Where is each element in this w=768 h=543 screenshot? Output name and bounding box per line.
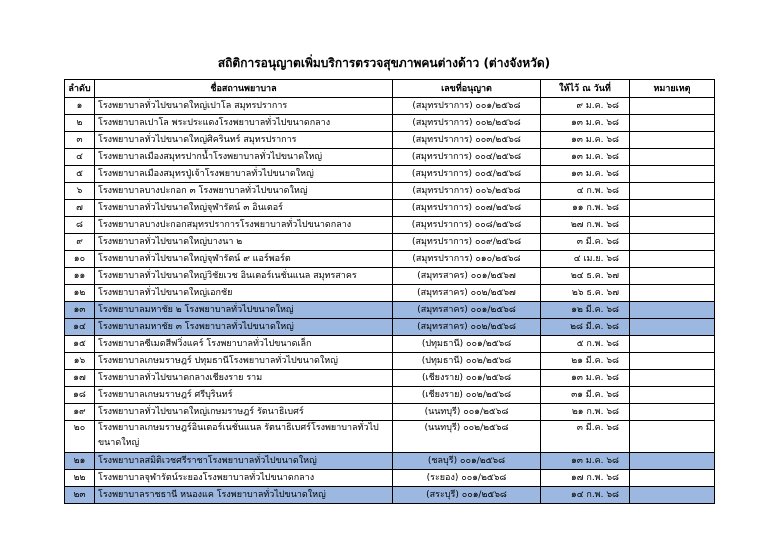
row-number: ๑๘ [65,387,95,404]
note-cell [630,183,715,200]
table-header-row [65,80,715,98]
note-cell [630,370,715,387]
row-number: ๑๗ [65,370,95,387]
note-cell [630,268,715,285]
license-number: (สมุทรปราการ) ๐๐๘/๒๕๖๘ [393,217,541,234]
license-number: (สมุทรปราการ) ๐๐๓/๒๕๖๘ [393,132,541,149]
facility-name: โรงพยาบาลมหาชัย ๒ โรงพยาบาลทั่วไปขนาดใหญ่ [95,302,393,319]
note-cell [630,387,715,404]
issue-date: ๑๓ ม.ค. ๖๘ [541,370,630,387]
note-cell [630,115,715,132]
note-cell [630,319,715,336]
facility-name: โรงพยาบาลทั่วไปขนาดใหญ่วิชัยเวช อินเตอร์เนชั่นแนล สมุทรสาคร [95,268,393,285]
note-cell [630,302,715,319]
note-cell [630,353,715,370]
note-cell [630,251,715,268]
note-cell [630,217,715,234]
issue-date: ๑๗ ก.พ. ๖๘ [541,470,630,487]
facility-name: โรงพยาบาลซีเมดสีฟวิ่งแคร์ โรงพยาบาลทั่วไปขนาดเล็ก [95,336,393,353]
row-number: ๒๓ [65,487,95,504]
table-row [65,251,715,268]
facility-name: โรงพยาบาลเมืองสมุทรปู่เจ้าโรงพยาบาลทั่วไปขนาดใหญ่ [95,166,393,183]
note-cell [630,421,715,453]
facility-name: โรงพยาบาลเกษมราษฎร์ ศรีบุรินทร์ [95,387,393,404]
row-number: ๓ [65,132,95,149]
license-number: (สมุทรสาคร) ๐๐๑/๒๕๖๘ [393,302,541,319]
row-number: ๕ [65,166,95,183]
facility-name: โรงพยาบาลทั่วไปขนาดใหญ่เปาโล สมุทรปราการ [95,98,393,115]
license-number: (สมุทรสาคร) ๐๐๑/๒๕๖๗ [393,268,541,285]
facility-name: โรงพยาบาลเกษมราษฎร์ ปทุมธานีโรงพยาบาลทั่วไปขนาดใหญ่ [95,353,393,370]
issue-date: ๑๓ ม.ค. ๖๘ [541,166,630,183]
table-row [65,217,715,234]
row-number: ๑๕ [65,336,95,353]
table-row [65,285,715,302]
issue-date: ๒๘ มี.ค. ๖๘ [541,319,630,336]
license-number: (สมุทรสาคร) ๐๐๒/๒๕๖๗ [393,285,541,302]
issue-date: ๒๖ ธ.ค. ๖๗ [541,285,630,302]
facility-name: โรงพยาบาลเกษมราษฎร์อินเตอร์เนชั่นแนล รัตนาธิเบศร์โรงพยาบาลทั่วไปขนาดใหญ่ [95,421,393,453]
issue-date: ๑๓ ม.ค. ๖๘ [541,115,630,132]
license-number: (สมุทรปราการ) ๐๐๗/๒๕๖๘ [393,200,541,217]
issue-date: ๒๔ ธ.ค. ๖๗ [541,268,630,285]
table-row [65,200,715,217]
issue-date: ๓ มี.ค. ๖๘ [541,421,630,453]
facility-name: โรงพยาบาลเมืองสมุทรปากน้ำโรงพยาบาลทั่วไปขนาดใหญ่ [95,149,393,166]
table-row [65,166,715,183]
table-row [65,234,715,251]
license-number: (เชียงราย) ๐๐๒/๒๕๖๘ [393,387,541,404]
facility-name: โรงพยาบาลทั่วไปขนาดใหญ่จุฬารัตน์ ๙ แอร์พอร์ต [95,251,393,268]
issue-date: ๑๑ ก.พ. ๖๘ [541,200,630,217]
facility-name: โรงพยาบาลทั่วไปขนาดใหญ่เอกชัย [95,285,393,302]
license-number: (สมุทรปราการ) ๐๑๐/๒๕๖๘ [393,251,541,268]
facility-name: โรงพยาบาลบางปะกอก ๓ โรงพยาบาลทั่วไปขนาดใหญ่ [95,183,393,200]
license-number: (ปทุมธานี) ๐๐๒/๒๕๖๘ [393,353,541,370]
table-row [65,336,715,353]
row-number: ๑๓ [65,302,95,319]
issue-date: ๑๔ ก.พ. ๖๘ [541,487,630,504]
issue-date: ๑๓ ม.ค. ๖๘ [541,149,630,166]
table-row [65,370,715,387]
facility-name: โรงพยาบาลจุฬารัตน์ระยองโรงพยาบาลทั่วไปขนาดกลาง [95,470,393,487]
header-issue-date: ให้ไว้ ณ วันที่ [541,80,630,98]
row-number: ๘ [65,217,95,234]
issue-date: ๒๑ ก.พ. ๖๘ [541,404,630,421]
note-cell [630,98,715,115]
issue-date: ๒๑ มี.ค. ๖๘ [541,353,630,370]
license-number: (ระยอง) ๐๐๑/๒๕๖๘ [393,470,541,487]
table-row [65,353,715,370]
row-number: ๑๒ [65,285,95,302]
table-body [65,98,715,504]
facility-name: โรงพยาบาลทั่วไปขนาดใหญ่บางนา ๒ [95,234,393,251]
facility-name: โรงพยาบาลราชธานี หนองแค โรงพยาบาลทั่วไปขนาดใหญ่ [95,487,393,504]
document-title: สถิติการอนุญาตเพิ่มบริการตรวจสุขภาพคนต่างด้าว (ต่างจังหวัด) [217,56,551,70]
row-number: ๔ [65,149,95,166]
note-cell [630,336,715,353]
facility-name: โรงพยาบาลบางปะกอกสมุทรปราการโรงพยาบาลทั่วไปขนาดกลาง [95,217,393,234]
license-number: (สระบุรี) ๐๐๑/๒๕๖๘ [393,487,541,504]
row-number: ๙ [65,234,95,251]
row-number: ๑ [65,98,95,115]
row-number: ๒ [65,115,95,132]
table-row [65,453,715,470]
facility-name: โรงพยาบาลสมิติเวชศรีราชาโรงพยาบาลทั่วไปขนาดใหญ่ [95,453,393,470]
note-cell [630,234,715,251]
issue-date: ๓๑ มี.ค. ๖๘ [541,387,630,404]
note-cell [630,285,715,302]
table-row [65,268,715,285]
note-cell [630,200,715,217]
row-number: ๑๑ [65,268,95,285]
header-note: หมายเหตุ [630,80,715,98]
table-row [65,487,715,504]
row-number: ๑๖ [65,353,95,370]
license-number: (สมุทรปราการ) ๐๐๕/๒๕๖๘ [393,166,541,183]
row-number: ๒๑ [65,453,95,470]
row-number: ๖ [65,183,95,200]
license-number: (สมุทรปราการ) ๐๐๔/๒๕๖๘ [393,149,541,166]
note-cell [630,132,715,149]
note-cell [630,487,715,504]
header-no: ลำดับ [65,80,95,98]
header-facility-name: ชื่อสถานพยาบาล [95,80,393,98]
header-license-number: เลขที่อนุญาต [393,80,541,98]
row-number: ๒๒ [65,470,95,487]
facility-name: โรงพยาบาลทั่วไปขนาดใหญ่เกษมราษฎร์ รัตนาธิเบศร์ [95,404,393,421]
table-row [65,98,715,115]
facility-name: โรงพยาบาลเปาโล พระประแดงโรงพยาบาลทั่วไปขนาดกลาง [95,115,393,132]
note-cell [630,166,715,183]
license-number: (นนทบุรี) ๐๐๑/๒๕๖๘ [393,404,541,421]
issue-date: ๑๓ ม.ค. ๖๘ [541,132,630,149]
issue-date: ๙ ม.ค. ๖๘ [541,98,630,115]
table-row [65,470,715,487]
license-number: (นนทบุรี) ๐๐๒/๒๕๖๘ [393,421,541,453]
issue-date: ๒๗ ก.พ. ๖๘ [541,217,630,234]
license-number: (เชียงราย) ๐๐๑/๒๕๖๘ [393,370,541,387]
facility-name: โรงพยาบาลทั่วไปขนาดใหญ่จุฬารัตน์ ๓ อินเตอร์ [95,200,393,217]
table-row [65,302,715,319]
facility-name: โรงพยาบาลทั่วไปขนาดกลางเชียงราย ราม [95,370,393,387]
row-number: ๑๔ [65,319,95,336]
note-cell [630,470,715,487]
license-number: (สมุทรปราการ) ๐๐๙/๒๕๖๘ [393,234,541,251]
facility-name: โรงพยาบาลทั่วไปขนาดใหญ่ศิครินทร์ สมุทรปราการ [95,132,393,149]
note-cell [630,404,715,421]
license-number: (สมุทรปราการ) ๐๐๒/๒๕๖๘ [393,115,541,132]
table-row [65,115,715,132]
note-cell [630,453,715,470]
license-number: (สมุทรปราการ) ๐๐๖/๒๕๖๘ [393,183,541,200]
note-cell [630,149,715,166]
issue-date: ๑๓ ม.ค. ๖๘ [541,453,630,470]
table-row [65,387,715,404]
table-row [65,319,715,336]
row-number: ๗ [65,200,95,217]
table-row [65,149,715,166]
row-number: ๑๙ [65,404,95,421]
license-statistics-table [64,79,715,504]
license-number: (สมุทรสาคร) ๐๐๒/๒๕๖๘ [393,319,541,336]
row-number: ๒๐ [65,421,95,453]
issue-date: ๓ มี.ค. ๖๘ [541,234,630,251]
facility-name: โรงพยาบาลมหาชัย ๓ โรงพยาบาลทั่วไปขนาดใหญ่ [95,319,393,336]
table-row [65,183,715,200]
license-number: (ชลบุรี) ๐๐๑/๒๕๖๘ [393,453,541,470]
table-row [65,132,715,149]
issue-date: ๔ เม.ย. ๖๘ [541,251,630,268]
row-number: ๑๐ [65,251,95,268]
issue-date: ๕ ก.พ. ๖๘ [541,336,630,353]
issue-date: ๔ ก.พ. ๖๘ [541,183,630,200]
table-row [65,404,715,421]
license-number: (ปทุมธานี) ๐๐๑/๒๕๖๘ [393,336,541,353]
table-row [65,421,715,453]
license-number: (สมุทรปราการ) ๐๐๑/๒๕๖๘ [393,98,541,115]
issue-date: ๑๒ มี.ค. ๖๘ [541,302,630,319]
